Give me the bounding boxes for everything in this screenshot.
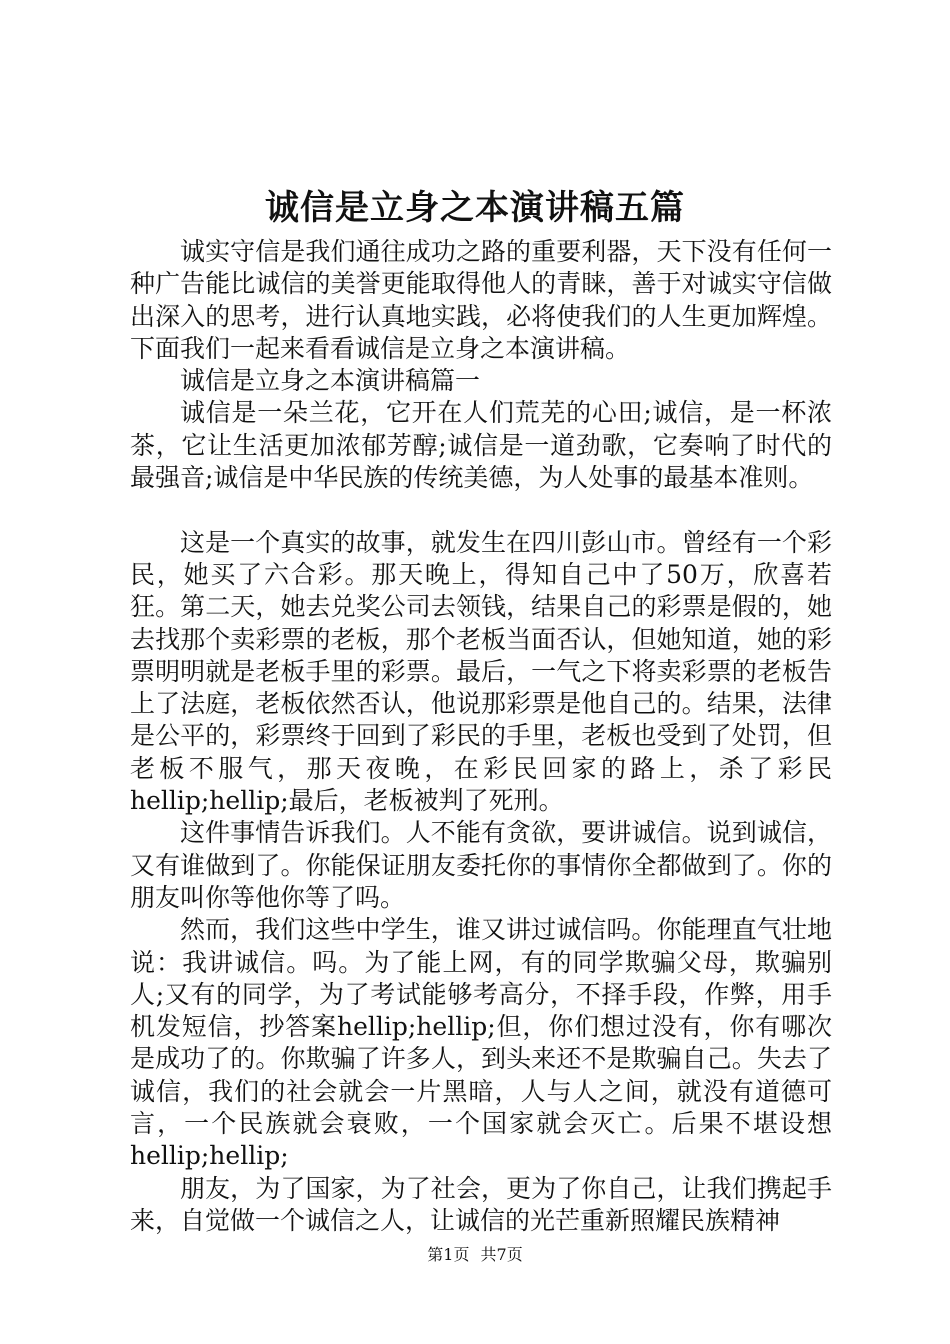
body-paragraph: 然而，我们这些中学生，谁又讲过诚信吗。你能理直气壮地说：我讲诚信。吗。为了能上网，有的同学欺骗父母，欺骗别人;又有的同学，为了考试能够考高分，不择手段，作弊，用手机发短信，抄答案hellip;hellip;但，你们想过没有，你有哪次是成功了的。你欺骗了许多人，到头来还不是欺骗自己。失去了诚信，我们的社会就会一片黑暗，人与人之间，就没有道德可言，一个民族就会衰败，一个国家就会灭亡。后果不堪设想hellip;hellip; xyxy=(130,915,832,1171)
page-footer xyxy=(0,1244,950,1266)
intro-paragraph: 诚实守信是我们通往成功之路的重要利器，天下没有任何一种广告能比诚信的美誉更能取得他人的青睐，善于对诚实守信做出深入的思考，进行认真地实践，必将使我们的人生更加辉煌。下面我们一起来看看诚信是立身之本演讲稿。 xyxy=(130,237,832,363)
page-total: 共7页 xyxy=(480,1245,523,1264)
page-number: 第1页 xyxy=(427,1245,470,1264)
body-paragraph: 朋友，为了国家，为了社会，更为了你自己，让我们携起手来，自觉做一个诚信之人，让诚信的光芒重新照耀民族精神 xyxy=(130,1173,832,1235)
document-body xyxy=(130,236,832,1237)
body-paragraph: 这件事情告诉我们。人不能有贪欲，要讲诚信。说到诚信，又有谁做到了。你能保证朋友委托你的事情你全都做到了。你的朋友叫你等他你等了吗。 xyxy=(130,818,832,912)
body-paragraph: 这是一个真实的故事，就发生在四川彭山市。曾经有一个彩民，她买了六合彩。那天晚上，得知自己中了50万，欣喜若狂。第二天，她去兑奖公司去领钱，结果自己的彩票是假的，她去找那个卖彩票的老板，那个老板当面否认，但她知道，她的彩票明明就是老板手里的彩票。最后，一气之下将卖彩票的老板告上了法庭，老板依然否认，他说那彩票是他自己的。结果，法律是公平的，彩票终于回到了彩民的手里，老板也受到了处罚，但老板不服气，那天夜晚，在彩民回家的路上，杀了彩民hellip;hellip;最后，老板被判了死刑。 xyxy=(130,527,832,816)
document-title: 诚信是立身之本演讲稿五篇 xyxy=(265,188,685,228)
body-paragraph: 诚信是一朵兰花，它开在人们荒芜的心田;诚信，是一杯浓茶，它让生活更加浓郁芳醇;诚信是一道劲歌，它奏响了时代的最强音;诚信是中华民族的传统美德，为人处事的最基本准则。 xyxy=(130,398,832,493)
paragraph-gap xyxy=(130,494,832,526)
section-heading: 诚信是立身之本演讲稿篇一 xyxy=(180,366,481,396)
